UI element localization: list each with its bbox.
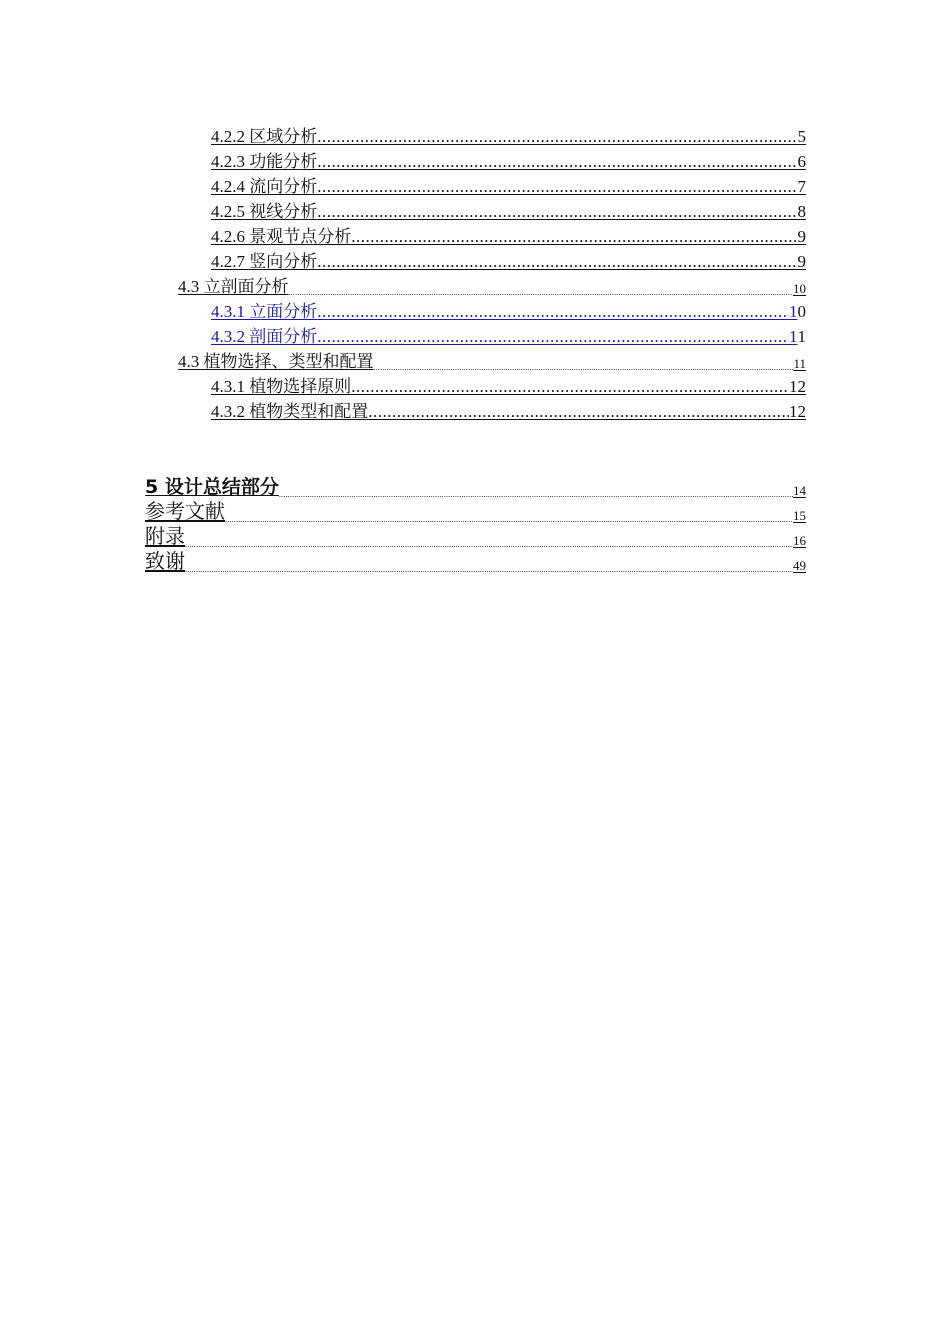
toc-entry-label: 4.3.1 立面分析 [211, 302, 318, 321]
toc-entry-4-2-7[interactable] [211, 250, 806, 272]
toc-entry-acknowledgements[interactable] [145, 548, 806, 574]
toc-entry-plant-principles[interactable] [211, 375, 806, 397]
toc-entry-4-2-5[interactable] [211, 200, 806, 222]
toc-entry-label: 4.2.6 景观节点分析 [211, 227, 352, 246]
toc-entry-label: 参考文献 [145, 501, 225, 523]
toc-entry-label: 4.3.2 剖面分析 [211, 327, 318, 346]
toc-page-number: 5 [797, 127, 806, 146]
toc-page-number: 1 [789, 302, 798, 321]
toc-page-number: 10 [793, 281, 806, 296]
toc-page-number: 14 [793, 483, 806, 498]
dot-leader [289, 288, 794, 297]
toc-entry-label: 4.2.5 视线分析 [211, 202, 318, 221]
dot-leader [368, 402, 789, 422]
toc-entry-label: 4.3.2 植物类型和配置 [211, 402, 369, 421]
dot-leader [351, 377, 789, 397]
dot-leader [317, 152, 797, 172]
toc-page-number: 9 [797, 227, 806, 246]
dot-leader [317, 202, 797, 222]
toc-entry-4-2-4[interactable] [211, 175, 806, 197]
dot-leader [317, 252, 797, 272]
toc-entry-label: 5 设计总结部分 [145, 476, 279, 498]
toc-entry-4-2-6[interactable] [211, 225, 806, 247]
toc-entry-label: 4.3.1 植物选择原则 [211, 377, 352, 396]
toc-entry-label: 4.2.3 功能分析 [211, 152, 318, 171]
dot-leader [317, 177, 797, 197]
dot-leader [317, 302, 789, 322]
toc-page-number-suffix: 1 [797, 327, 806, 346]
toc-page-number: 15 [793, 508, 806, 523]
dot-leader [317, 327, 789, 347]
toc-page-number: 1 [789, 327, 798, 346]
dot-leader [185, 565, 793, 574]
toc-entry-4-2-3[interactable] [211, 150, 806, 172]
dot-leader [351, 227, 797, 247]
toc-entry-label: 附录 [145, 526, 185, 548]
dot-leader [374, 363, 794, 372]
toc-entry-label: 4.2.4 流向分析 [211, 177, 318, 196]
toc-page-number: 9 [797, 252, 806, 271]
toc-entry-4-3-1-link[interactable] [211, 300, 806, 322]
toc-page-number: 7 [797, 177, 806, 196]
toc-page-number: 6 [797, 152, 806, 171]
toc-entry-4-3-2-link[interactable] [211, 325, 806, 347]
toc-page-number: 49 [793, 558, 806, 573]
toc-entry-plant-section[interactable] [178, 350, 806, 372]
toc-page-number-suffix: 0 [797, 302, 806, 321]
toc-page-number: 12 [789, 377, 806, 396]
toc-entry-4-2-2[interactable] [211, 125, 806, 147]
toc-entry-4-3-section[interactable] [178, 275, 806, 297]
toc-entry-chapter-5[interactable] [145, 473, 806, 499]
toc-entry-references[interactable] [145, 498, 806, 524]
toc-page-number: 16 [793, 533, 806, 548]
toc-page-number: 11 [793, 356, 806, 371]
toc-entry-appendix[interactable] [145, 523, 806, 549]
toc-entry-label: 4.3 立剖面分析 [178, 277, 289, 296]
dot-leader [317, 127, 797, 147]
toc-page-number: 8 [797, 202, 806, 221]
toc-entry-label: 4.2.7 竖向分析 [211, 252, 318, 271]
toc-entry-label: 4.3 植物选择、类型和配置 [178, 352, 374, 371]
toc-entry-plant-types[interactable] [211, 400, 806, 422]
toc-entry-label: 致谢 [145, 551, 185, 573]
toc-page-number: 12 [789, 402, 806, 421]
toc-entry-label: 4.2.2 区域分析 [211, 127, 318, 146]
